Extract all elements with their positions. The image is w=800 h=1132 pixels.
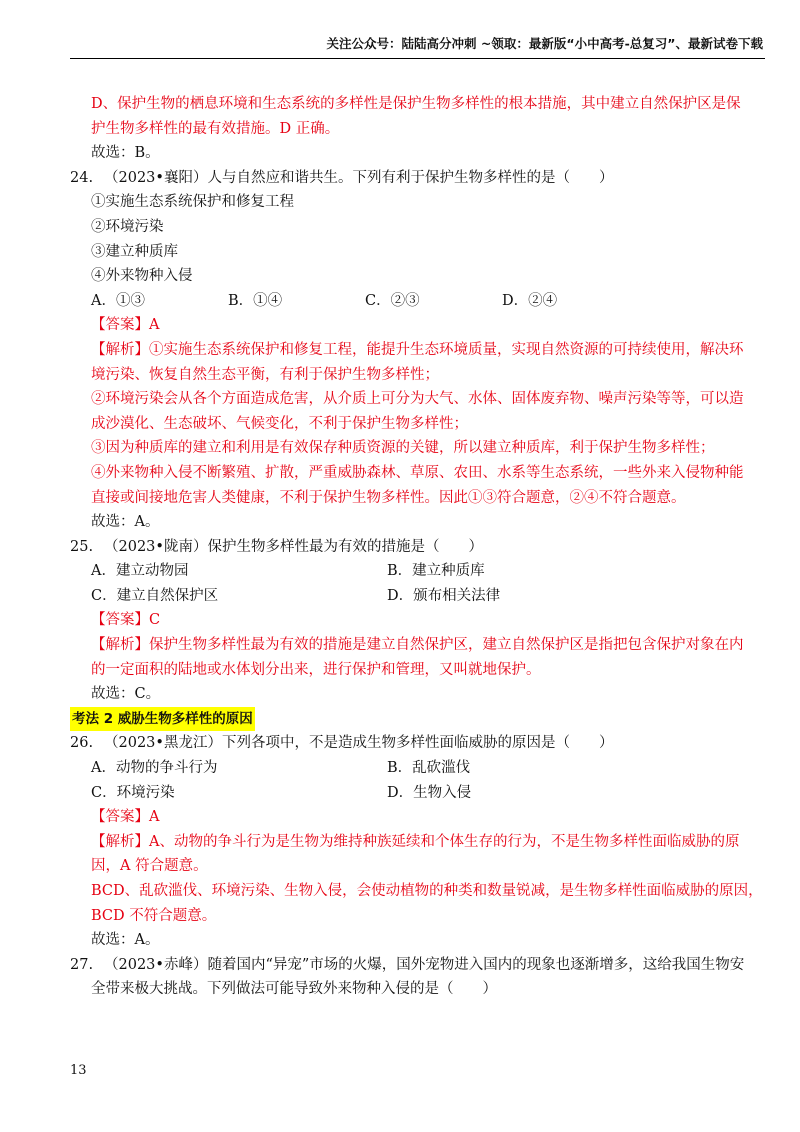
q26-conclusion: 故选：A。 [91, 932, 160, 949]
q25-option-c: C．建立自然保护区 [91, 587, 219, 604]
page-header: 关注公众号：陆陆高分冲刺 ~领取：最新版“小中高考-总复习”、最新试卷下载 [326, 36, 763, 51]
q24-analysis-line-4: 成沙漠化、生态破坏、气候变化，不利于保护生物多样性； [91, 415, 468, 432]
q26-analysis-line-2: 因，A 符合题意。 [91, 858, 208, 875]
q24-item-2: ②环境污染 [91, 218, 164, 235]
prev-analysis-line-1: D、保护生物的栖息环境和生态系统的多样性是保护生物多样性的根本措施，其中建立自然保护区是保 [91, 96, 741, 112]
q26-option-d: D．生物入侵 [387, 784, 472, 801]
q24-analysis-line-6: ④外来物种入侵不断繁殖、扩散，严重威胁森林、草原、农田、水系等生态系统，一些外来入侵物种能 [91, 464, 744, 481]
q27-stem-line-1: （2023•赤峰）随着国内“异宠”市场的火爆，国外宠物进入国内的现象也逐渐增多，这给我国生物安 [104, 956, 745, 973]
q25-stem: （2023•陇南）保护生物多样性最为有效的措施是（ ） [104, 538, 483, 555]
q24-item-3: ③建立种质库 [91, 243, 178, 260]
q26-number: 26. [70, 735, 94, 752]
q24-option-c: C．②③ [365, 292, 420, 309]
q24-options [70, 289, 740, 314]
q25-option-a: A．建立动物园 [91, 563, 189, 580]
q26-stem: （2023•黑龙江）下列各项中，不是造成生物多样性面临威胁的原因是（ ） [104, 735, 614, 752]
q26-analysis-line-4: BCD 不符合题意。 [91, 907, 217, 924]
q25-options-row-1 [70, 559, 740, 584]
q24-analysis-line-2: 境污染、恢复自然生态平衡，有利于保护生物多样性； [91, 366, 439, 383]
prev-analysis-line-2: 护生物多样性的最有效措施。D 正确。 [91, 120, 340, 137]
document-body [70, 92, 763, 1002]
q25-stem-row [70, 535, 740, 560]
q25-answer: 【答案】C [91, 612, 161, 629]
q24-analysis-line-3: ②环境污染会从各个方面造成危害，从介质上可分为大气、水体、固体废弃物、噪声污染等等，可以造 [91, 391, 744, 408]
section-heading: 考法 2 威胁生物多样性的原因 [70, 707, 255, 732]
q24-item-1: ①实施生态系统保护和修复工程 [91, 194, 294, 211]
q27-stem-line-2: 全带来极大挑战。下列做法可能导致外来物种入侵的是（ ） [91, 981, 497, 998]
q25-number: 25. [70, 538, 94, 555]
q24-stem: （2023•襄阳）人与自然应和谐共生。下列有利于保护生物多样性的是（ ） [104, 169, 614, 186]
q26-analysis-line-1: 【解析】A、动物的争斗行为是生物为维持种族延续和个体生存的行为，不是生物多样性面临威胁的原 [91, 833, 740, 850]
page-number: 13 [70, 1063, 87, 1078]
q24-option-a: A．①③ [91, 292, 145, 309]
q26-stem-row [70, 731, 740, 756]
q26-analysis-line-3: BCD、乱砍滥伐、环境污染、生物入侵，会使动植物的种类和数量锐减，是生物多样性面临威胁的原因， [91, 883, 763, 899]
q24-analysis-line-7: 直接或间接地危害人类健康，不利于保护生物多样性。因此①③符合题意，②④不符合题意。 [91, 489, 686, 506]
q24-number: 24. [70, 169, 94, 186]
q25-option-b: B．建立种质库 [387, 563, 485, 580]
q25-analysis-line-2: 的一定面积的陆地或水体划分出来，进行保护和管理，又叫就地保护。 [91, 661, 541, 678]
q26-answer: 【答案】A [91, 809, 160, 826]
q27-number: 27. [70, 956, 94, 973]
q24-stem-row [70, 166, 740, 191]
q27-stem-row [70, 953, 745, 978]
q25-analysis-line-1: 【解析】保护生物多样性最为有效的措施是建立自然保护区，建立自然保护区是指把包含保护对象在内 [91, 637, 744, 654]
q24-option-d: D．②④ [502, 292, 558, 309]
q24-analysis-line-5: ③因为种质库的建立和利用是有效保存种质资源的关键，所以建立种质库，利于保护生物多样性； [91, 440, 715, 457]
section-heading-row [70, 707, 740, 732]
q24-answer: 【答案】A [91, 317, 160, 334]
q24-conclusion: 故选：A。 [91, 514, 160, 531]
q26-option-c: C．环境污染 [91, 784, 175, 801]
q24-analysis-line-1: 【解析】①实施生态系统保护和修复工程，能提升生态环境质量，实现自然资源的可持续使用，解决环 [91, 341, 744, 358]
q24-option-b: B．①④ [228, 292, 283, 309]
q25-option-d: D．颁布相关法律 [387, 587, 501, 604]
q24-item-4: ④外来物种入侵 [91, 268, 193, 285]
q26-options-row-1 [70, 756, 740, 781]
q26-option-b: B．乱砍滥伐 [387, 760, 471, 777]
q26-option-a: A．动物的争斗行为 [91, 760, 218, 777]
q25-options-row-2 [70, 584, 740, 609]
prev-conclusion: 故选：B。 [91, 145, 160, 162]
header-divider [70, 58, 765, 59]
q26-options-row-2 [70, 781, 740, 806]
q25-conclusion: 故选：C。 [91, 686, 161, 703]
